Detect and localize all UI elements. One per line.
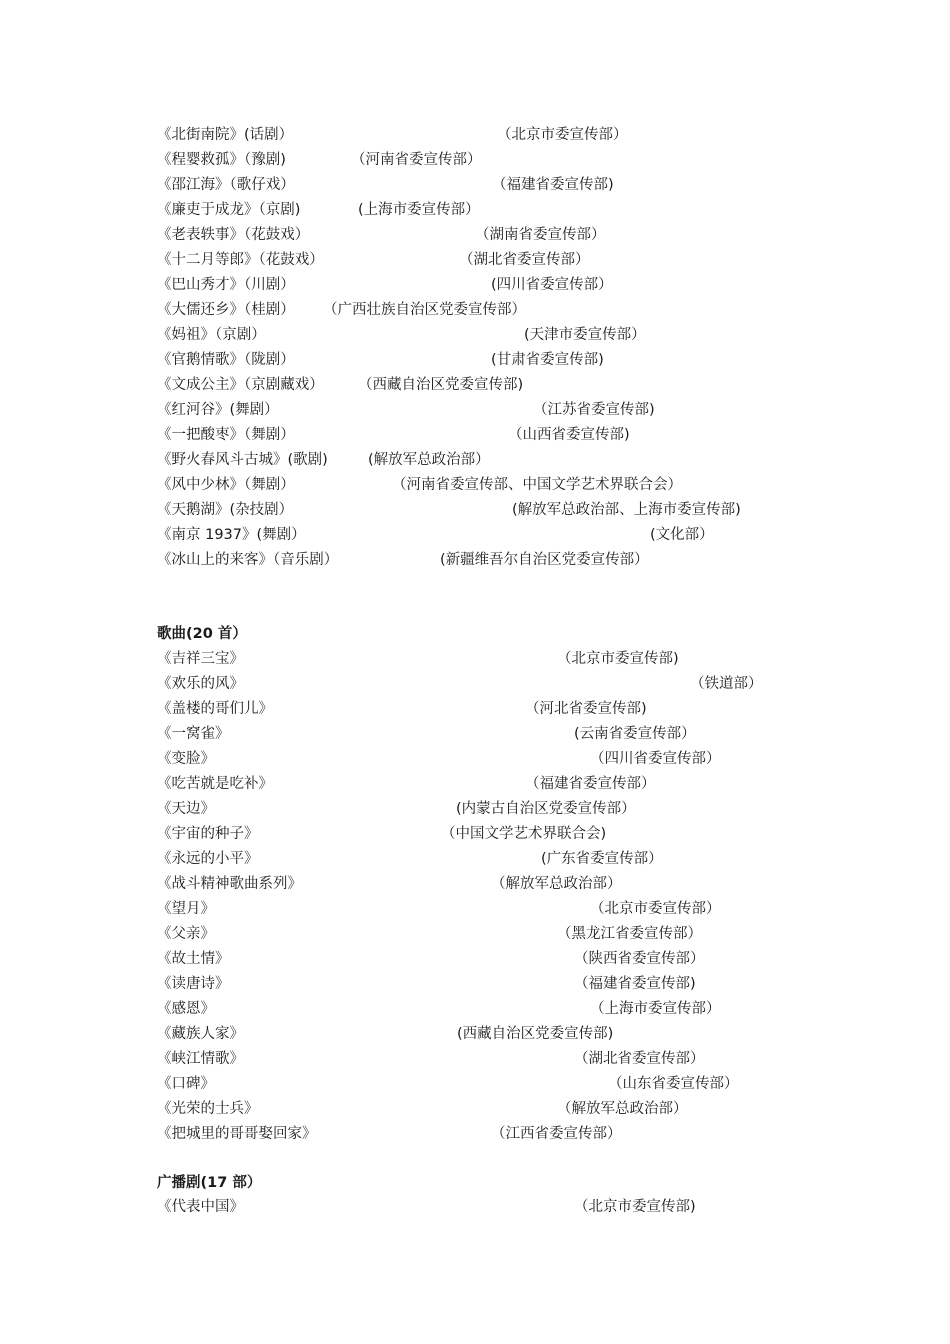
work-title: 《一把酸枣》（舞剧） bbox=[157, 427, 295, 443]
list-item bbox=[0, 922, 950, 946]
list-item bbox=[0, 173, 950, 197]
list-item bbox=[0, 1195, 950, 1219]
work-title: 《代表中国》 bbox=[157, 1199, 244, 1215]
work-title: 《感恩》 bbox=[157, 1001, 215, 1017]
list-item bbox=[0, 722, 950, 746]
work-title: 《十二月等郎》（花鼓戏） bbox=[157, 252, 324, 268]
list-item bbox=[0, 223, 950, 247]
organization: (天津市委宣传部） bbox=[524, 327, 646, 343]
work-title: 《读唐诗》 bbox=[157, 976, 230, 992]
organization: （福建省委宣传部） bbox=[525, 776, 656, 792]
list-item bbox=[0, 1097, 950, 1121]
list-item bbox=[0, 273, 950, 297]
list-item bbox=[0, 997, 950, 1021]
list-item bbox=[0, 1122, 950, 1146]
organization: （广西壮族自治区党委宣传部） bbox=[323, 302, 526, 318]
organization: （河南省委宣传部、中国文学艺术界联合会） bbox=[392, 477, 682, 493]
list-item bbox=[0, 772, 950, 796]
list-item bbox=[0, 373, 950, 397]
work-title: 《红河谷》(舞剧） bbox=[157, 402, 279, 418]
list-item bbox=[0, 947, 950, 971]
list-item bbox=[0, 298, 950, 322]
list-item bbox=[0, 423, 950, 447]
organization: (西藏自治区党委宣传部) bbox=[457, 1026, 614, 1042]
organization: （江苏省委宣传部) bbox=[533, 402, 655, 418]
organization: (文化部） bbox=[650, 527, 714, 543]
work-title: 《战斗精神歌曲系列》 bbox=[157, 876, 302, 892]
organization: (解放军总政治部、上海市委宣传部) bbox=[512, 502, 741, 518]
work-title: 《口碑》 bbox=[157, 1076, 215, 1092]
list-item bbox=[0, 498, 950, 522]
organization: （陕西省委宣传部） bbox=[574, 951, 705, 967]
organization: （解放军总政治部） bbox=[491, 876, 622, 892]
organization: （北京市委宣传部） bbox=[497, 127, 628, 143]
list-item bbox=[0, 548, 950, 572]
organization: (甘肃省委宣传部) bbox=[491, 352, 604, 368]
organization: （西藏自治区党委宣传部) bbox=[358, 377, 524, 393]
list-item bbox=[0, 1072, 950, 1096]
organization: （福建省委宣传部) bbox=[574, 976, 696, 992]
list-item bbox=[0, 523, 950, 547]
work-title: 《官鹅情歌》（陇剧） bbox=[157, 352, 295, 368]
section-heading-songs: 歌曲(20 首） bbox=[157, 626, 247, 642]
work-title: 《妈祖》（京剧） bbox=[157, 327, 266, 343]
list-item bbox=[0, 697, 950, 721]
list-item bbox=[0, 872, 950, 896]
organization: (云南省委宣传部） bbox=[574, 726, 696, 742]
work-title: 《欢乐的风》 bbox=[157, 676, 244, 692]
organization: （河北省委宣传部) bbox=[525, 701, 647, 717]
work-title: 《藏族人家》 bbox=[157, 1026, 244, 1042]
work-title: 《邵江海》（歌仔戏） bbox=[157, 177, 295, 193]
work-title: 《吉祥三宝》 bbox=[157, 651, 244, 667]
work-title: 《峡江情歌》 bbox=[157, 1051, 244, 1067]
organization: （湖北省委宣传部） bbox=[459, 252, 590, 268]
organization: （江西省委宣传部） bbox=[491, 1126, 622, 1142]
organization: （铁道部） bbox=[690, 676, 763, 692]
work-title: 《天边》 bbox=[157, 801, 215, 817]
list-item bbox=[0, 1047, 950, 1071]
organization: (内蒙古自治区党委宣传部） bbox=[456, 801, 636, 817]
list-item bbox=[0, 323, 950, 347]
organization: （上海市委宣传部） bbox=[590, 1001, 721, 1017]
work-title: 《望月》 bbox=[157, 901, 215, 917]
list-item bbox=[0, 448, 950, 472]
work-title: 《把城里的哥哥娶回家》 bbox=[157, 1126, 317, 1142]
organization: （北京市委宣传部） bbox=[590, 901, 721, 917]
organization: (广东省委宣传部） bbox=[541, 851, 663, 867]
list-item bbox=[0, 647, 950, 671]
work-title: 《巴山秀才》（川剧） bbox=[157, 277, 295, 293]
work-title: 《冰山上的来客》（音乐剧） bbox=[157, 552, 339, 568]
list-item bbox=[0, 398, 950, 422]
work-title: 《盖楼的哥们儿》 bbox=[157, 701, 273, 717]
list-item bbox=[0, 473, 950, 497]
work-title: 《野火春风斗古城》(歌剧) bbox=[157, 452, 328, 468]
list-item bbox=[0, 348, 950, 372]
work-title: 《文成公主》（京剧藏戏） bbox=[157, 377, 324, 393]
organization: （北京市委宣传部) bbox=[557, 651, 679, 667]
section-heading-radio-drama: 广播剧(17 部） bbox=[157, 1175, 262, 1191]
list-item bbox=[0, 897, 950, 921]
organization: （北京市委宣传部) bbox=[574, 1199, 696, 1215]
organization: (解放军总政治部） bbox=[368, 452, 490, 468]
work-title: 《风中少林》（舞剧） bbox=[157, 477, 295, 493]
organization: (四川省委宣传部） bbox=[491, 277, 613, 293]
work-title: 《故土情》 bbox=[157, 951, 230, 967]
work-title: 《北街南院》(话剧） bbox=[157, 127, 294, 143]
organization: （山东省委宣传部） bbox=[608, 1076, 739, 1092]
work-title: 《吃苦就是吃补》 bbox=[157, 776, 273, 792]
work-title: 《父亲》 bbox=[157, 926, 215, 942]
list-item bbox=[0, 747, 950, 771]
work-title: 《天鹅湖》(杂技剧） bbox=[157, 502, 294, 518]
organization: （中国文学艺术界联合会) bbox=[441, 826, 607, 842]
work-title: 《老表轶事》（花鼓戏） bbox=[157, 227, 310, 243]
organization: （福建省委宣传部) bbox=[492, 177, 614, 193]
work-title: 《廉吏于成龙》（京剧) bbox=[157, 202, 301, 218]
list-item bbox=[0, 797, 950, 821]
organization: (新疆维吾尔自治区党委宣传部） bbox=[440, 552, 649, 568]
organization: （四川省委宣传部） bbox=[590, 751, 721, 767]
work-title: 《南京 1937》(舞剧） bbox=[157, 527, 306, 543]
list-item bbox=[0, 1022, 950, 1046]
list-item bbox=[0, 847, 950, 871]
list-item bbox=[0, 972, 950, 996]
work-title: 《宇宙的种子》 bbox=[157, 826, 259, 842]
work-title: 《永远的小平》 bbox=[157, 851, 259, 867]
organization: (上海市委宣传部） bbox=[358, 202, 480, 218]
work-title: 《光荣的士兵》 bbox=[157, 1101, 259, 1117]
organization: （湖北省委宣传部） bbox=[574, 1051, 705, 1067]
list-item bbox=[0, 822, 950, 846]
work-title: 《变脸》 bbox=[157, 751, 215, 767]
work-title: 《大儒还乡》（桂剧） bbox=[157, 302, 295, 318]
organization: （山西省委宣传部) bbox=[508, 427, 630, 443]
list-item bbox=[0, 672, 950, 696]
list-item bbox=[0, 248, 950, 272]
list-item bbox=[0, 123, 950, 147]
work-title: 《程婴救孤》（豫剧) bbox=[157, 152, 286, 168]
list-item bbox=[0, 148, 950, 172]
list-item bbox=[0, 198, 950, 222]
organization: （湖南省委宣传部） bbox=[475, 227, 606, 243]
organization: （解放军总政治部） bbox=[557, 1101, 688, 1117]
organization: （河南省委宣传部） bbox=[351, 152, 482, 168]
work-title: 《一窝雀》 bbox=[157, 726, 230, 742]
organization: （黑龙江省委宣传部） bbox=[557, 926, 702, 942]
